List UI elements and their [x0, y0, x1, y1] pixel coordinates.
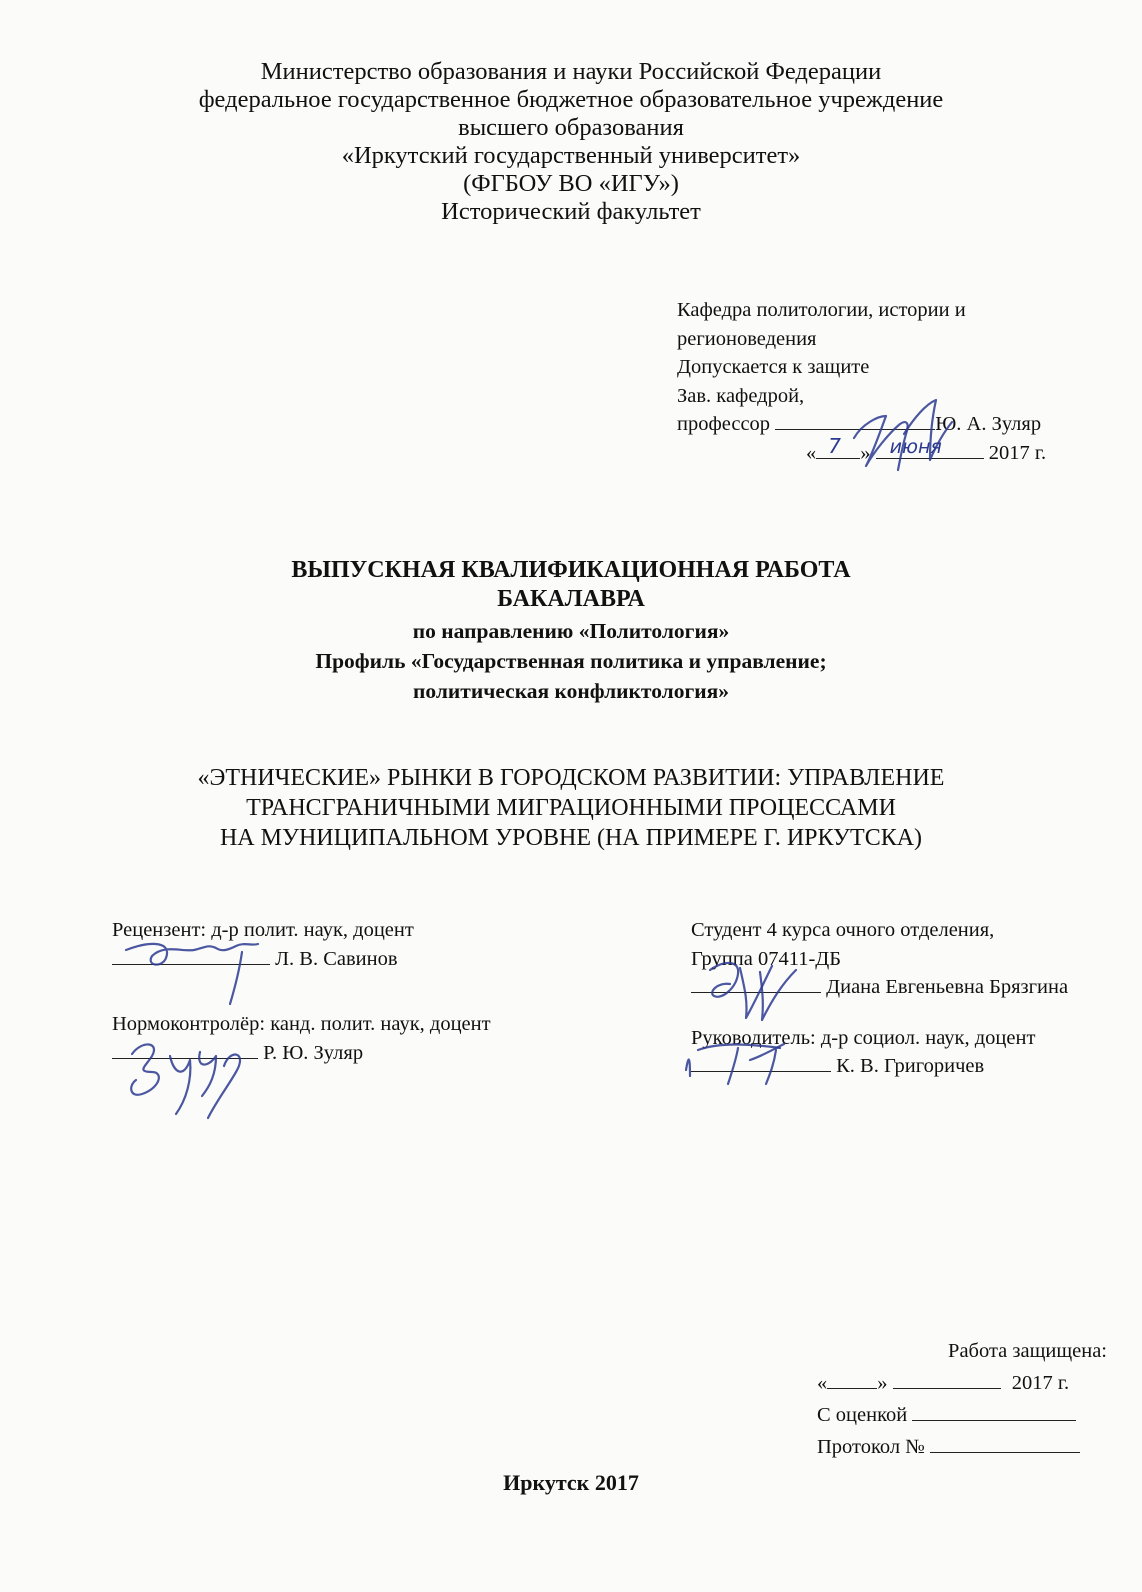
topic-line-1: «ЭТНИЧЕСКИЕ» РЫНКИ В ГОРОДСКОМ РАЗВИТИИ: УПРАВЛЕНИЕ: [197, 765, 945, 791]
profile-line-1: Профиль «Государственная политика и управление;: [315, 649, 827, 673]
student-name: Диана Евгеньевна Брязгина: [826, 976, 1069, 998]
university-name-line: «Иркутский государственный университет»: [341, 142, 801, 169]
department-line-1: Кафедра политологии, истории и: [677, 299, 966, 321]
city-year: Иркутск 2017: [503, 1470, 639, 1495]
profile-line-2: политическая конфликтология»: [412, 679, 730, 703]
head-line: Зав. кафедрой,: [677, 384, 805, 407]
date-month-blank: [876, 435, 984, 459]
university-abbrev-line: (ФГБОУ ВО «ИГУ»): [463, 170, 679, 197]
normcontrol-signature-line: [112, 1039, 491, 1068]
defense-date-close-quote: »: [877, 1372, 888, 1394]
date-month-handwritten: июня: [889, 435, 942, 458]
grade-line: [817, 1399, 1107, 1431]
date-day-blank: [816, 433, 860, 459]
student-signature-line: [691, 973, 1068, 1002]
protocol-line: [817, 1431, 1107, 1463]
ministry-line: Министерство образования и науки Российской Федерации: [260, 58, 882, 85]
approval-block: [677, 296, 1117, 467]
defense-protected: Работа защищена:: [948, 1340, 1107, 1362]
topic-line-3: НА МУНИЦИПАЛЬНОМ УРОВНЕ (НА ПРИМЕРЕ Г. ИРКУТСКА): [219, 825, 923, 851]
normcontrol-label: Нормоконтролёр: канд. полит. наук, доцент: [112, 1013, 491, 1035]
grade-blank: [912, 1402, 1076, 1421]
direction-line: по направлению «Политология»: [412, 619, 730, 643]
reviewer-signature-blank: [112, 946, 270, 965]
reviewer-signature-line: [112, 945, 491, 974]
student-supervisor-column: [691, 916, 1068, 1081]
supervisor-label: Руководитель: д-р социол. наук, доцент: [691, 1026, 1036, 1049]
normcontrol-signature-blank: [112, 1040, 258, 1059]
reviewer-name: Л. В. Савинов: [275, 947, 398, 970]
head-name: Ю. А. Зуляр: [935, 413, 1042, 435]
education-level-line: высшего образования: [458, 114, 684, 141]
department-line-2: регионоведения: [677, 327, 817, 350]
defense-day-blank: [827, 1370, 877, 1389]
student-signature-blank: [691, 974, 821, 993]
date-close-quote: »: [860, 441, 871, 464]
reviewer-normcontrol-column: [112, 916, 491, 1067]
approval-date-line: [677, 433, 1117, 468]
professor-label: профессор: [677, 413, 771, 435]
student-group: Группа 07411-ДБ: [691, 947, 842, 970]
head-signature-blank: [775, 411, 935, 430]
supervisor-signature-blank: [691, 1053, 831, 1072]
direction-block: [0, 616, 1142, 706]
work-title-line-2: БАКАЛАВРА: [497, 586, 645, 612]
date-year: 2017 г.: [988, 441, 1047, 464]
grade-label: С оценкой: [817, 1404, 908, 1426]
defense-date-year: 2017 г.: [1011, 1372, 1070, 1394]
reviewer-label: Рецензент: д-р полит. наук, доцент: [112, 919, 414, 941]
defense-date-open-quote: «: [817, 1372, 828, 1394]
protocol-label: Протокол №: [817, 1436, 925, 1458]
normcontrol-name: Р. Ю. Зуляр: [263, 1041, 364, 1064]
protocol-blank: [930, 1434, 1080, 1453]
supervisor-name: К. В. Григоричев: [836, 1055, 985, 1077]
topic-line-2: ТРАНСГРАНИЧНЫМИ МИГРАЦИОННЫМИ ПРОЦЕССАМИ: [246, 795, 896, 821]
supervisor-signature-line: [691, 1052, 1068, 1081]
defense-date-line: [817, 1367, 1107, 1399]
institution-header: [0, 58, 1142, 226]
defense-block: [817, 1335, 1107, 1463]
student-label: Студент 4 курса очного отделения,: [691, 919, 995, 941]
work-title-line-1: ВЫПУСКНАЯ КВАЛИФИКАЦИОННАЯ РАБОТА: [291, 557, 851, 583]
admitted-line: Допускается к защите: [677, 356, 870, 378]
date-open-quote: «: [806, 441, 817, 464]
institution-type-line: федеральное государственное бюджетное образовательное учреждение: [198, 86, 944, 113]
thesis-topic: [0, 763, 1142, 853]
defense-month-blank: [893, 1370, 1001, 1389]
faculty-line: Исторический факультет: [441, 198, 701, 225]
work-title-block: [0, 556, 1142, 614]
date-day-handwritten: 7: [828, 433, 841, 458]
